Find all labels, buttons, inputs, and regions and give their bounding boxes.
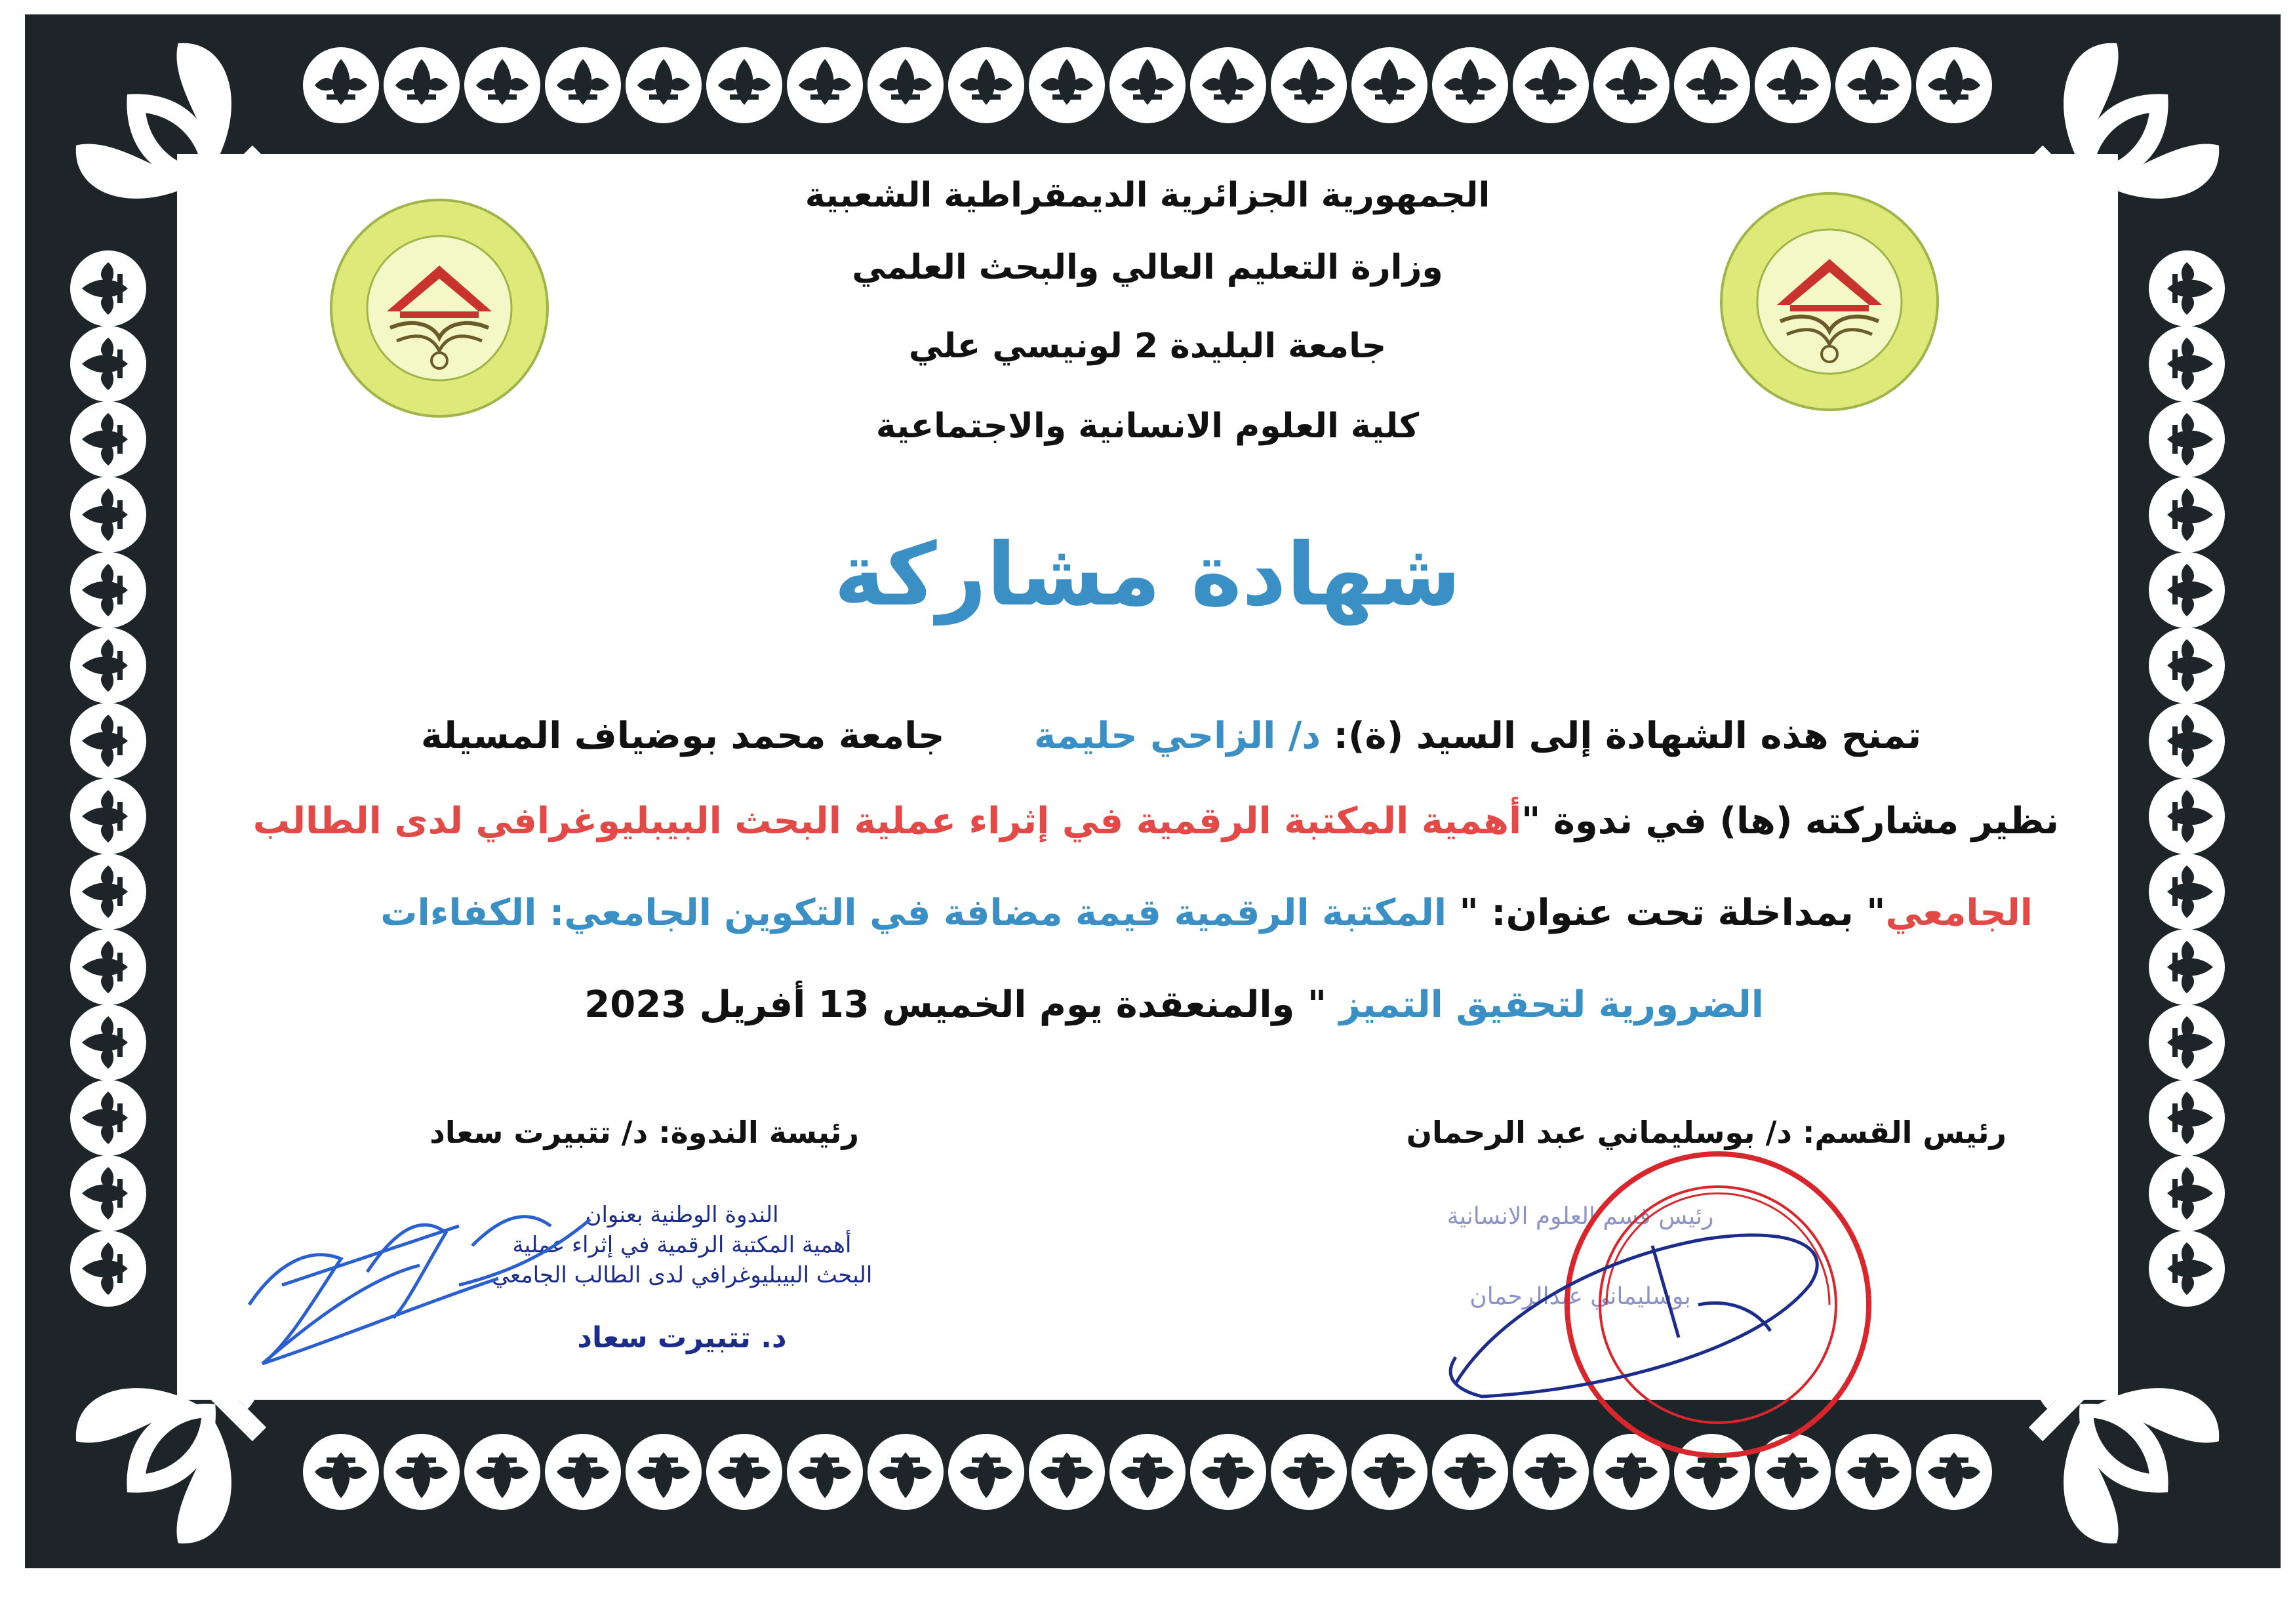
seminar-stamp-line: البحث البيبليوغرافي لدى الطالب الجامعي [491, 1262, 873, 1288]
frame-ornament [2149, 854, 2225, 930]
frame-ornament [1271, 1434, 1347, 1510]
frame-ornament [464, 1434, 540, 1510]
frame-ornament [2149, 1231, 2225, 1307]
frame-ornament [303, 1434, 379, 1510]
body-line-seminar [253, 800, 2059, 842]
frame-ornament [706, 1434, 782, 1510]
frame-ornament [1916, 1434, 1992, 1510]
department-stamp-line2: بوسليماني عبدالرحمان [1469, 1283, 1691, 1310]
frame-ornament [1593, 47, 1669, 123]
certificate-title: شهادة مشاركة [833, 525, 1462, 625]
talk-title: المكتبة الرقمية قيمة مضافة في التكوين الجامعي: الكفاءات [380, 892, 1460, 934]
frame-ornament [70, 627, 146, 703]
frame-ornament [1190, 47, 1266, 123]
frame-ornament [1029, 1434, 1105, 1510]
seminar-title-end: الجامعي [1885, 892, 2033, 934]
body-line-date [584, 983, 1764, 1026]
frame-ornament [1755, 1434, 1831, 1510]
recipient-prefix: تمنح هذه الشهادة إلى السيد (ة): [1333, 715, 1921, 757]
frame-ornament [868, 47, 944, 123]
frame-ornament [1351, 1434, 1427, 1510]
frame-ornament [1593, 1434, 1669, 1510]
frame-ornament [70, 1155, 146, 1231]
frame-ornament [70, 1231, 146, 1307]
ministry-name: وزارة التعليم العالي والبحث العلمي [852, 248, 1443, 287]
faculty-name: كلية العلوم الانسانية والاجتماعية [875, 406, 1420, 446]
frame-ornament [303, 47, 379, 123]
frame-ornament [1109, 47, 1186, 123]
frame-ornament [1835, 1434, 1911, 1510]
frame-ornament [626, 1434, 702, 1510]
frame-ornament [1351, 47, 1427, 123]
frame-ornament [787, 1434, 863, 1510]
frame-ornament [1271, 47, 1347, 123]
frame-ornament [1674, 1434, 1750, 1510]
frame-ornament [1513, 1434, 1589, 1510]
frame-ornament [464, 47, 540, 123]
seminar-prefix: نظير مشاركته (ها) في ندوة " [1521, 800, 2059, 842]
event-date: " والمنعقدة يوم الخميس 13 أفريل 2023 [584, 983, 1340, 1026]
frame-ornament [626, 47, 702, 123]
frame-ornament [70, 854, 146, 930]
seminar-stamp [472, 1200, 892, 1353]
frame-ornament [1109, 1434, 1186, 1510]
frame-ornament [1835, 47, 1911, 123]
frame-ornament [1755, 47, 1831, 123]
frame-ornament [70, 929, 146, 1005]
frame-ornament [868, 1434, 944, 1510]
university-logo-left [328, 197, 551, 420]
recipient-university: جامعة محمد بوضياف المسيلة [420, 715, 945, 757]
frame-ornament [948, 1434, 1024, 1510]
department-head-title: رئيس القسم: د/ بوسليماني عبد الرحمان [1406, 1115, 2006, 1150]
seminar-title: أهمية المكتبة الرقمية في إثراء عملية البحث البيبليوغرافي لدى الطالب [252, 800, 1522, 842]
frame-ornament [1916, 47, 1992, 123]
frame-ornament [1432, 1434, 1508, 1510]
frame-ornament [384, 1434, 460, 1510]
seminar-stamp-line: أهمية المكتبة الرقمية في إثراء عملية [512, 1232, 852, 1258]
frame-ornament [2149, 1155, 2225, 1231]
department-stamp [1344, 1200, 1816, 1314]
frame-ornament [384, 47, 460, 123]
university-name: جامعة البليدة 2 لونيسي علي [908, 327, 1387, 366]
republic-name: الجمهورية الجزائرية الديمقراطية الشعبية [805, 176, 1490, 215]
talk-prefix: " بمداخلة تحت عنوان: " [1459, 892, 1886, 934]
seminar-stamp-line: الندوة الوطنية بعنوان [585, 1202, 779, 1228]
seminar-chair-title: رئيسة الندوة: د/ تتبيرت سعاد [429, 1115, 859, 1150]
recipient-name: د/ الزاحي حليمة [1034, 715, 1321, 757]
frame-ornament [1029, 47, 1105, 123]
frame-ornament [787, 47, 863, 123]
frame-ornament [545, 1434, 621, 1510]
frame-ornament [70, 1004, 146, 1080]
seminar-stamp-name: د. تتبيرت سعاد [577, 1321, 787, 1355]
frame-ornament [70, 1080, 146, 1156]
body-line-talk [380, 892, 2033, 934]
university-logo-right [1718, 190, 1941, 413]
frame-ornament [70, 778, 146, 854]
talk-title-end: الضرورية لتحقيق التميز [1339, 983, 1764, 1026]
frame-ornament [2149, 778, 2225, 854]
frame-ornament [1513, 47, 1589, 123]
frame-ornament [545, 47, 621, 123]
frame-ornament [2149, 703, 2225, 779]
frame-ornament [1674, 47, 1750, 123]
department-stamp-line1: رئيس قسم العلوم الانسانية [1447, 1203, 1714, 1230]
frame-ornament [2149, 1004, 2225, 1080]
frame-ornament [706, 47, 782, 123]
frame-ornament [1432, 47, 1508, 123]
frame-ornament [2149, 1080, 2225, 1156]
frame-ornament [70, 703, 146, 779]
frame-ornament [2149, 627, 2225, 703]
frame-ornament [2149, 929, 2225, 1005]
frame-ornament [948, 47, 1024, 123]
body-line-recipient [421, 715, 1921, 757]
frame-ornament [1190, 1434, 1266, 1510]
